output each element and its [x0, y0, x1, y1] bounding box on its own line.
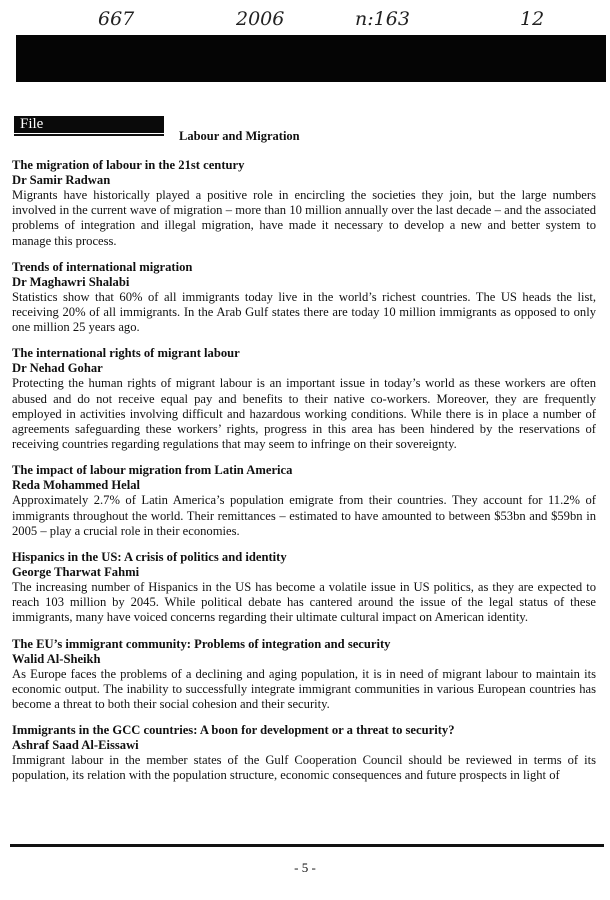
article-body: Protecting the human rights of migrant labour is an important issue in today’s world as these workers are often abused and do not receive equal pay and benefits to their native co-workers. Moreover, they are frequently employed in activities involving difficult and hazardous working conditions. While there is in place a number of agreements safeguarding these workers’ rights, progress in this area has been hindered by the reservations of receiving countries regarding regulations that may seem to infringe on their sovereignty.	[12, 376, 596, 452]
article-body: Immigrant labour in the member states of the Gulf Cooperation Council should be reviewed in terms of its population, its relation with the population structure, economic consequences and future prospects in light of	[12, 753, 596, 783]
handwritten-note: 12	[520, 8, 545, 30]
article	[12, 637, 596, 713]
handwritten-note: 667	[98, 8, 135, 30]
article-body: Statistics show that 60% of all immigrants today live in the world’s richest countries. The US heads the list, receiving 20% of all immigrants. In the Arab Gulf states there are today 10 million immigrants as opposed to only one million 25 years ago.	[12, 289, 596, 335]
page-number: - 5 -	[294, 860, 316, 875]
file-tab: File	[14, 116, 164, 133]
article-title: Hispanics in the US: A crisis of politics and identity	[12, 550, 287, 565]
article-body: Migrants have historically played a positive role in encircling the societies they join, but the large numbers involved in the current wave of migration – more than 10 million annually over the last decade – and the associated problems of integration and illegal migration, have made it necessary to develop a new and better system to manage this process.	[12, 188, 596, 248]
article-list	[12, 158, 596, 795]
article-author: Dr Nehad Gohar	[12, 361, 103, 376]
section-title: Labour and Migration	[179, 129, 300, 143]
article-title: The impact of labour migration from Latin America	[12, 463, 293, 478]
header-black-bar	[16, 35, 606, 82]
article-title: The international rights of migrant labour	[12, 346, 240, 361]
article-author: George Tharwat Fahmi	[12, 565, 140, 580]
article-author: Ashraf Saad Al-Eissawi	[12, 738, 139, 753]
article-title: Trends of international migration	[12, 259, 193, 274]
handwritten-notes	[0, 6, 610, 34]
article-title: Immigrants in the GCC countries: A boon for development or a threat to security?	[12, 723, 455, 738]
file-underline	[14, 134, 164, 136]
handwritten-note: 2006	[236, 8, 285, 30]
handwritten-note: n:163	[355, 8, 410, 30]
article-author: Walid Al-Sheikh	[12, 651, 101, 666]
article-title: The migration of labour in the 21st century	[12, 158, 245, 172]
article	[12, 550, 596, 626]
article-body: The increasing number of Hispanics in the US has become a volatile issue in US politics, as they are expected to reach 103 million by 2045. While political debate has cantered around the issue of the legal status of these immigrants, many have voiced concerns regarding their ultimate cultural impact on American identity.	[12, 580, 596, 625]
article	[12, 463, 596, 539]
article-author: Dr Maghawri Shalabi	[12, 274, 130, 289]
article	[12, 346, 596, 452]
article-body: As Europe faces the problems of a declining and aging population, it is in need of migrant labour to maintain its economic output. The inability to successfully integrate immigrant communities in various European countries has become a threat to both their social cohesion and their security.	[12, 666, 596, 712]
article	[12, 158, 596, 249]
article-author: Dr Samir Radwan	[12, 173, 111, 187]
article-body: Approximately 2.7% of Latin America’s population emigrate from their countries. They account for 11.2% of immigrants throughout the world. Their remittances – estimated to have amounted to between $53bn and $59bn in 2005 – play a crucial role in their economies.	[12, 493, 596, 538]
article-title: The EU’s immigrant community: Problems of integration and security	[12, 636, 391, 651]
article-author: Reda Mohammed Helal	[12, 478, 141, 493]
article	[12, 260, 596, 336]
article	[12, 723, 596, 783]
footer-rule	[10, 844, 604, 847]
section-header	[14, 116, 604, 142]
